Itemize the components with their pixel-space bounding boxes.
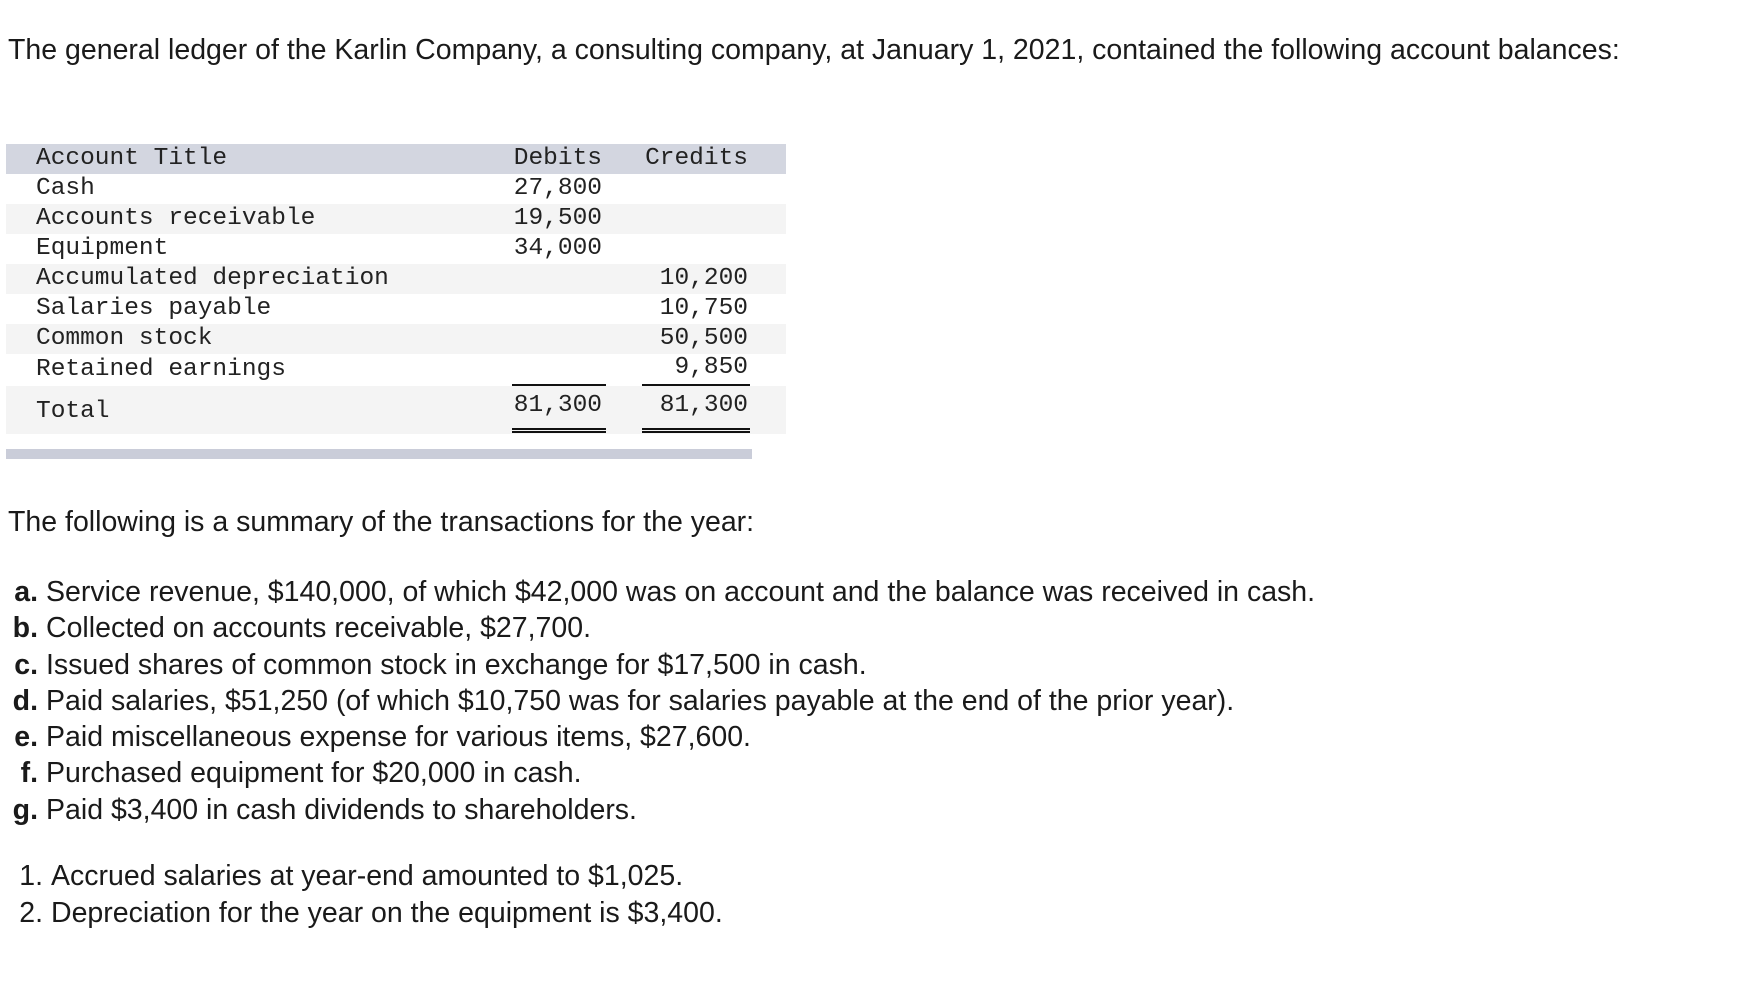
item-label: b. (12, 612, 38, 645)
item-label: c. (14, 648, 38, 681)
table-scrollbar-track (6, 449, 752, 459)
credit-amount: 50,500 (659, 325, 748, 352)
credits-total-double-underline (642, 428, 750, 433)
account-title: Cash (36, 175, 95, 202)
header-account-title: Account Title (36, 145, 228, 172)
item-text: Depreciation for the year on the equipment is $3,400. (51, 896, 723, 929)
account-title: Salaries payable (36, 295, 272, 322)
table-row (6, 174, 786, 204)
list-item (0, 792, 1315, 828)
account-title: Retained earnings (36, 356, 286, 383)
header-debits: Debits (513, 145, 602, 172)
item-label: g. (12, 793, 38, 826)
table-row (6, 204, 786, 234)
list-item (0, 610, 1315, 646)
credit-amount: 10,200 (659, 265, 748, 292)
account-balances-table (6, 144, 786, 434)
item-label: e. (14, 721, 38, 754)
item-text: Purchased equipment for $20,000 in cash. (46, 757, 582, 790)
item-text: Accrued salaries at year-end amounted to $1,025. (51, 860, 684, 892)
item-label: 1. (19, 860, 43, 892)
debit-amount: 34,000 (513, 235, 602, 262)
debits-total-double-underline (512, 428, 606, 433)
item-label: 2. (19, 896, 43, 929)
table-row (6, 234, 786, 264)
account-title: Equipment (36, 235, 169, 262)
total-label: Total (36, 398, 110, 425)
account-title: Accounts receivable (36, 205, 316, 232)
account-title: Common stock (36, 325, 213, 352)
table-row (6, 354, 786, 386)
list-item (0, 858, 723, 895)
credits-subtotal-underline (642, 384, 750, 386)
list-item (0, 755, 1315, 791)
total-credits: 81,300 (659, 392, 748, 419)
list-item (0, 574, 1315, 610)
item-label: d. (12, 684, 38, 717)
debit-amount: 27,800 (513, 175, 602, 202)
adjustments-list (0, 858, 723, 931)
item-text: Service revenue, $140,000, of which $42,000 was on account and the balance was received in cash. (46, 576, 1316, 608)
table-header-row (6, 144, 786, 174)
list-item (0, 683, 1315, 719)
list-item (0, 895, 723, 932)
debits-subtotal-underline (512, 384, 606, 386)
credit-amount: 10,750 (659, 295, 748, 322)
item-text: Issued shares of common stock in exchange for $17,500 in cash. (46, 648, 867, 681)
list-item (0, 719, 1315, 755)
credit-amount: 9,850 (674, 354, 748, 381)
table-row (6, 264, 786, 294)
account-title: Accumulated depreciation (36, 265, 389, 292)
debit-amount: 19,500 (513, 205, 602, 232)
header-credits: Credits (645, 145, 748, 172)
transactions-heading: The following is a summary of the transactions for the year: (8, 506, 755, 538)
item-text: Paid $3,400 in cash dividends to shareholders. (46, 793, 637, 826)
item-text: Paid salaries, $51,250 (of which $10,750 was for salaries payable at the end of the prior year). (46, 684, 1235, 717)
table-total-row (6, 386, 786, 434)
total-debits: 81,300 (513, 392, 602, 419)
transactions-list (0, 574, 1315, 828)
item-text: Paid miscellaneous expense for various items, $27,600. (46, 721, 751, 754)
intro-paragraph: The general ledger of the Karlin Company, a consulting company, at January 1, 2021, contained the following account balances: (8, 34, 1620, 66)
item-text: Collected on accounts receivable, $27,700. (46, 612, 592, 645)
item-label: f. (20, 757, 38, 790)
table-row (6, 324, 786, 354)
item-label: a. (14, 576, 38, 608)
list-item (0, 647, 1315, 683)
table-row (6, 294, 786, 324)
